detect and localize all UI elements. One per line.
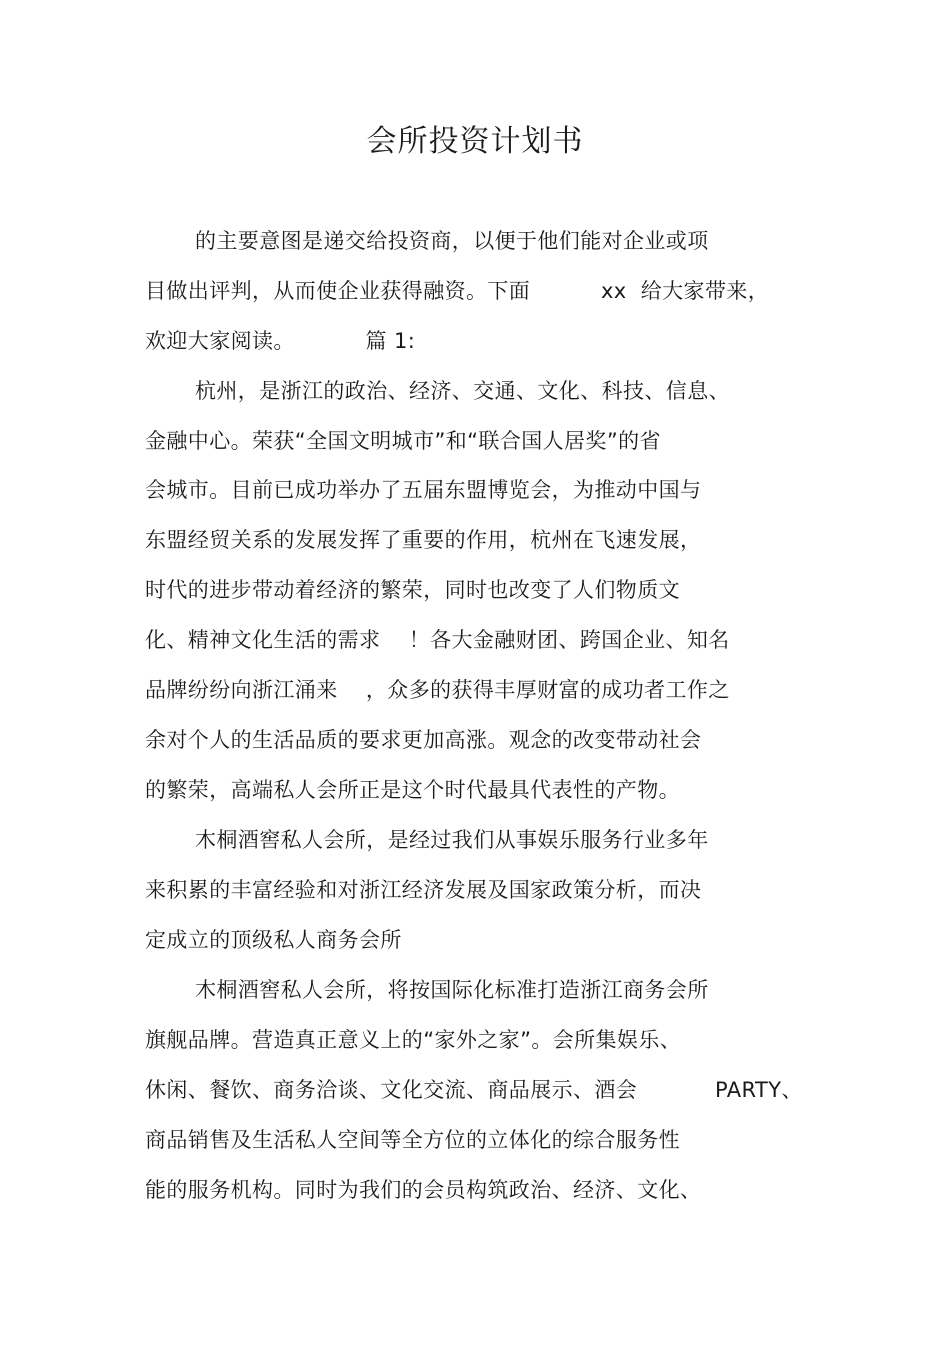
paragraph-line: 休闲、餐饮、商务洽谈、文化交流、商品展示、酒会 PARTY、: [145, 1078, 803, 1102]
paragraph-line: 杭州，是浙江的政治、经济、交通、文化、科技、信息、: [195, 379, 730, 403]
paragraph-line: 余对个人的生活品质的要求更加高涨。观念的改变带动社会: [145, 728, 702, 752]
paragraph-line: 金融中心。荣获“全国文明城市”和“联合国人居奖”的省: [145, 429, 661, 453]
paragraph-line: 木桐酒窖私人会所，是经过我们从事娱乐服务行业多年: [195, 828, 709, 852]
paragraph-line: 定成立的顶级私人商务会所: [145, 928, 402, 952]
paragraph-line: 东盟经贸关系的发展发挥了重要的作用，杭州在飞速发展，: [145, 528, 702, 552]
paragraph-line: 品牌纷纷向浙江涌来 ，众多的获得丰厚财富的成功者工作之: [145, 678, 730, 702]
paragraph-line: 欢迎大家阅读。 篇 1:: [145, 329, 416, 353]
paragraph-line: 的繁荣，高端私人会所正是这个时代最具代表性的产物。: [145, 778, 680, 802]
paragraph-line: 商品销售及生活私人空间等全方位的立体化的综合服务性: [145, 1128, 680, 1152]
document-title: 会所投资计划书: [366, 124, 584, 159]
paragraph-line: 能的服务机构。同时为我们的会员构筑政治、经济、文化、: [145, 1178, 702, 1202]
paragraph-line: 的主要意图是递交给投资商，以便于他们能对企业或项: [195, 229, 709, 253]
paragraph-line: 来积累的丰富经验和对浙江经济发展及国家政策分析，而决: [145, 878, 702, 902]
paragraph-line: 会城市。目前已成功举办了五届东盟博览会，为推动中国与: [145, 478, 702, 502]
paragraph-line: 旗舰品牌。营造真正意义上的“家外之家”。会所集娱乐、: [145, 1028, 682, 1052]
paragraph-line: 化、精神文化生活的需求 ！各大金融财团、跨国企业、知名: [145, 628, 730, 652]
paragraph-line: 目做出评判，从而使企业获得融资。下面 xx 给大家带来，: [145, 279, 770, 303]
paragraph-line: 时代的进步带动着经济的繁荣，同时也改变了人们物质文: [145, 578, 680, 602]
paragraph-line: 木桐酒窖私人会所，将按国际化标准打造浙江商务会所: [195, 978, 709, 1002]
